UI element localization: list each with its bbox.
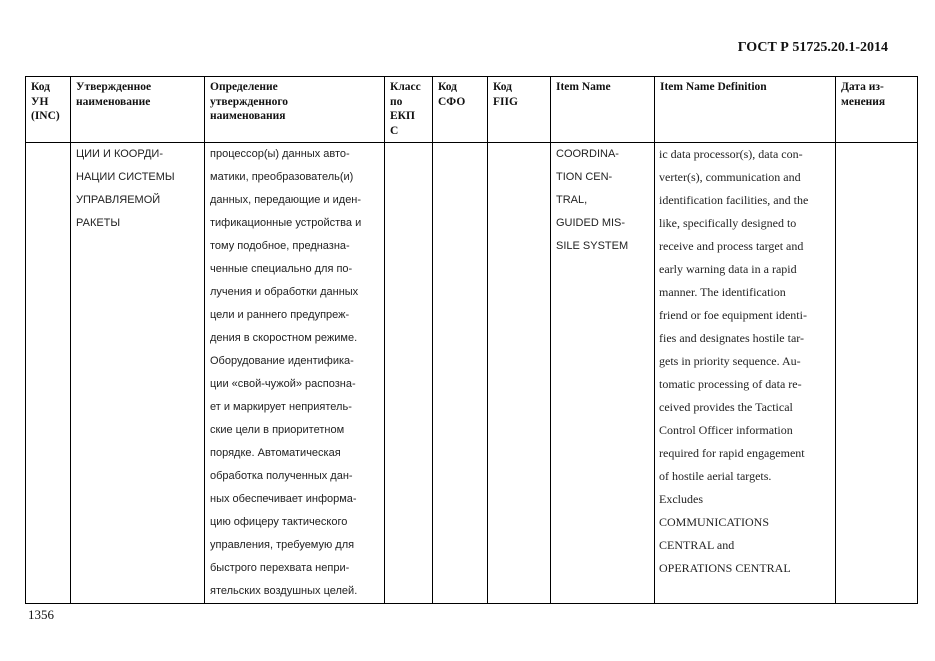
text-line: ции «свой-чужой» распозна- bbox=[210, 378, 356, 390]
header-line: Код bbox=[438, 81, 458, 93]
text-line: порядке. Автоматическая bbox=[210, 447, 341, 459]
text-line: ченные специально для по- bbox=[210, 263, 353, 275]
text-line: like, specifically designed to bbox=[659, 216, 797, 230]
table-row bbox=[26, 143, 918, 604]
cell-code-fiig bbox=[488, 143, 551, 604]
header-line: (INC) bbox=[31, 110, 60, 122]
header-line: Утвержденное bbox=[76, 81, 152, 93]
text-line: обработка полученных дан- bbox=[210, 470, 353, 482]
text-line: ceived provides the Tactical bbox=[659, 400, 793, 414]
header-line: СФО bbox=[438, 95, 466, 108]
text-line: дения в скоростном режиме. bbox=[210, 332, 358, 344]
text-line: процессор(ы) данных авто- bbox=[210, 148, 350, 160]
header-line: Код bbox=[493, 81, 513, 93]
header-line: наименование bbox=[76, 95, 151, 108]
header-line: Дата из- bbox=[841, 81, 884, 93]
header-class-ekps bbox=[385, 77, 433, 143]
cell-approved-name bbox=[71, 143, 205, 604]
text-line: ных обеспечивает информа- bbox=[210, 493, 357, 505]
header-change-date bbox=[836, 77, 918, 143]
text-line: required for rapid engagement bbox=[659, 446, 805, 460]
header-item-name bbox=[551, 77, 655, 143]
text-line: early warning data in a rapid bbox=[659, 262, 797, 276]
text-line: УПРАВЛЯЕМОЙ bbox=[76, 194, 161, 206]
text-line: manner. The identification bbox=[659, 285, 786, 299]
text-line: управления, требуемую для bbox=[210, 539, 355, 551]
text-line: цию офицеру тактического bbox=[210, 516, 348, 528]
text-line: ет и маркирует неприятель- bbox=[210, 401, 352, 413]
text-line: TRAL, bbox=[556, 194, 588, 206]
text-line: verter(s), communication and bbox=[659, 170, 801, 184]
text-line: лучения и обработки данных bbox=[210, 286, 359, 298]
header-code-un bbox=[26, 77, 71, 143]
text-line: матики, преобразователь(и) bbox=[210, 171, 354, 183]
text-line: тому подобное, предназна- bbox=[210, 240, 350, 252]
text-line: НАЦИИ СИСТЕМЫ bbox=[76, 171, 175, 183]
header-line: Item Name Definition bbox=[660, 81, 767, 93]
header-line: FIIG bbox=[493, 95, 518, 108]
table-header-row bbox=[26, 77, 918, 143]
header-code-fiig bbox=[488, 77, 551, 143]
text-line: COMMUNICATIONS bbox=[659, 515, 770, 529]
cell-item-name-definition bbox=[655, 143, 836, 604]
header-code-sfo bbox=[433, 77, 488, 143]
text-line: identification facilities, and the bbox=[659, 193, 809, 207]
text-line: OPERATIONS CENTRAL bbox=[659, 561, 791, 575]
text-line: TION CEN- bbox=[556, 171, 613, 183]
nomenclature-table bbox=[25, 76, 918, 604]
text-line: ic data processor(s), data con- bbox=[659, 147, 803, 161]
text-line: COORDINA- bbox=[556, 148, 619, 160]
header-line: Класс bbox=[390, 81, 421, 93]
header-line: по bbox=[390, 95, 403, 108]
text-line: SILE SYSTEM bbox=[556, 240, 629, 252]
header-line: менения bbox=[841, 95, 886, 108]
text-line: ские цели в приоритетном bbox=[210, 424, 345, 436]
text-line: Excludes bbox=[659, 492, 703, 506]
text-line: данных, передающие и иден- bbox=[210, 194, 362, 206]
text-line: tomatic processing of data re- bbox=[659, 377, 802, 391]
header-line: С bbox=[390, 124, 399, 137]
text-line: Оборудование идентифика- bbox=[210, 355, 354, 367]
text-line: ятельских воздушных целей. bbox=[210, 585, 358, 597]
text-line: CENTRAL and bbox=[659, 538, 735, 552]
header-line: Код bbox=[31, 81, 51, 93]
text-line: ЦИИ И КООРДИ- bbox=[76, 148, 163, 160]
text-line: fies and designates hostile tar- bbox=[659, 331, 805, 345]
header-line: утвержденного bbox=[210, 95, 289, 108]
header-line: ЕКП bbox=[390, 110, 415, 122]
cell-item-name bbox=[551, 143, 655, 604]
text-line: GUIDED MIS- bbox=[556, 217, 626, 229]
document-standard-header: ГОСТ Р 51725.20.1-2014 bbox=[737, 40, 888, 55]
page-number: 1356 bbox=[28, 607, 54, 622]
header-line: Item Name bbox=[556, 81, 611, 93]
cell-approved-definition bbox=[205, 143, 385, 604]
cell-code-sfo bbox=[433, 143, 488, 604]
header-line: наименования bbox=[210, 110, 286, 122]
text-line: receive and process target and bbox=[659, 239, 804, 253]
text-line: цели и раннего предупреж- bbox=[210, 309, 350, 321]
text-line: быстрого перехвата непри- bbox=[210, 562, 350, 574]
header-line: УН bbox=[31, 95, 49, 108]
text-line: тификационные устройства и bbox=[210, 217, 362, 229]
text-line: Control Officer information bbox=[659, 423, 793, 437]
header-item-name-definition bbox=[655, 77, 836, 143]
cell-code-un bbox=[26, 143, 71, 604]
header-approved-name bbox=[71, 77, 205, 143]
text-line: friend or foe equipment identi- bbox=[659, 308, 807, 322]
cell-class-ekps bbox=[385, 143, 433, 604]
text-line: gets in priority sequence. Au- bbox=[659, 354, 801, 368]
text-line: РАКЕТЫ bbox=[76, 217, 121, 229]
text-line: of hostile aerial targets. bbox=[659, 469, 772, 483]
header-approved-definition bbox=[205, 77, 385, 143]
header-line: Определение bbox=[210, 81, 278, 93]
cell-change-date bbox=[836, 143, 918, 604]
